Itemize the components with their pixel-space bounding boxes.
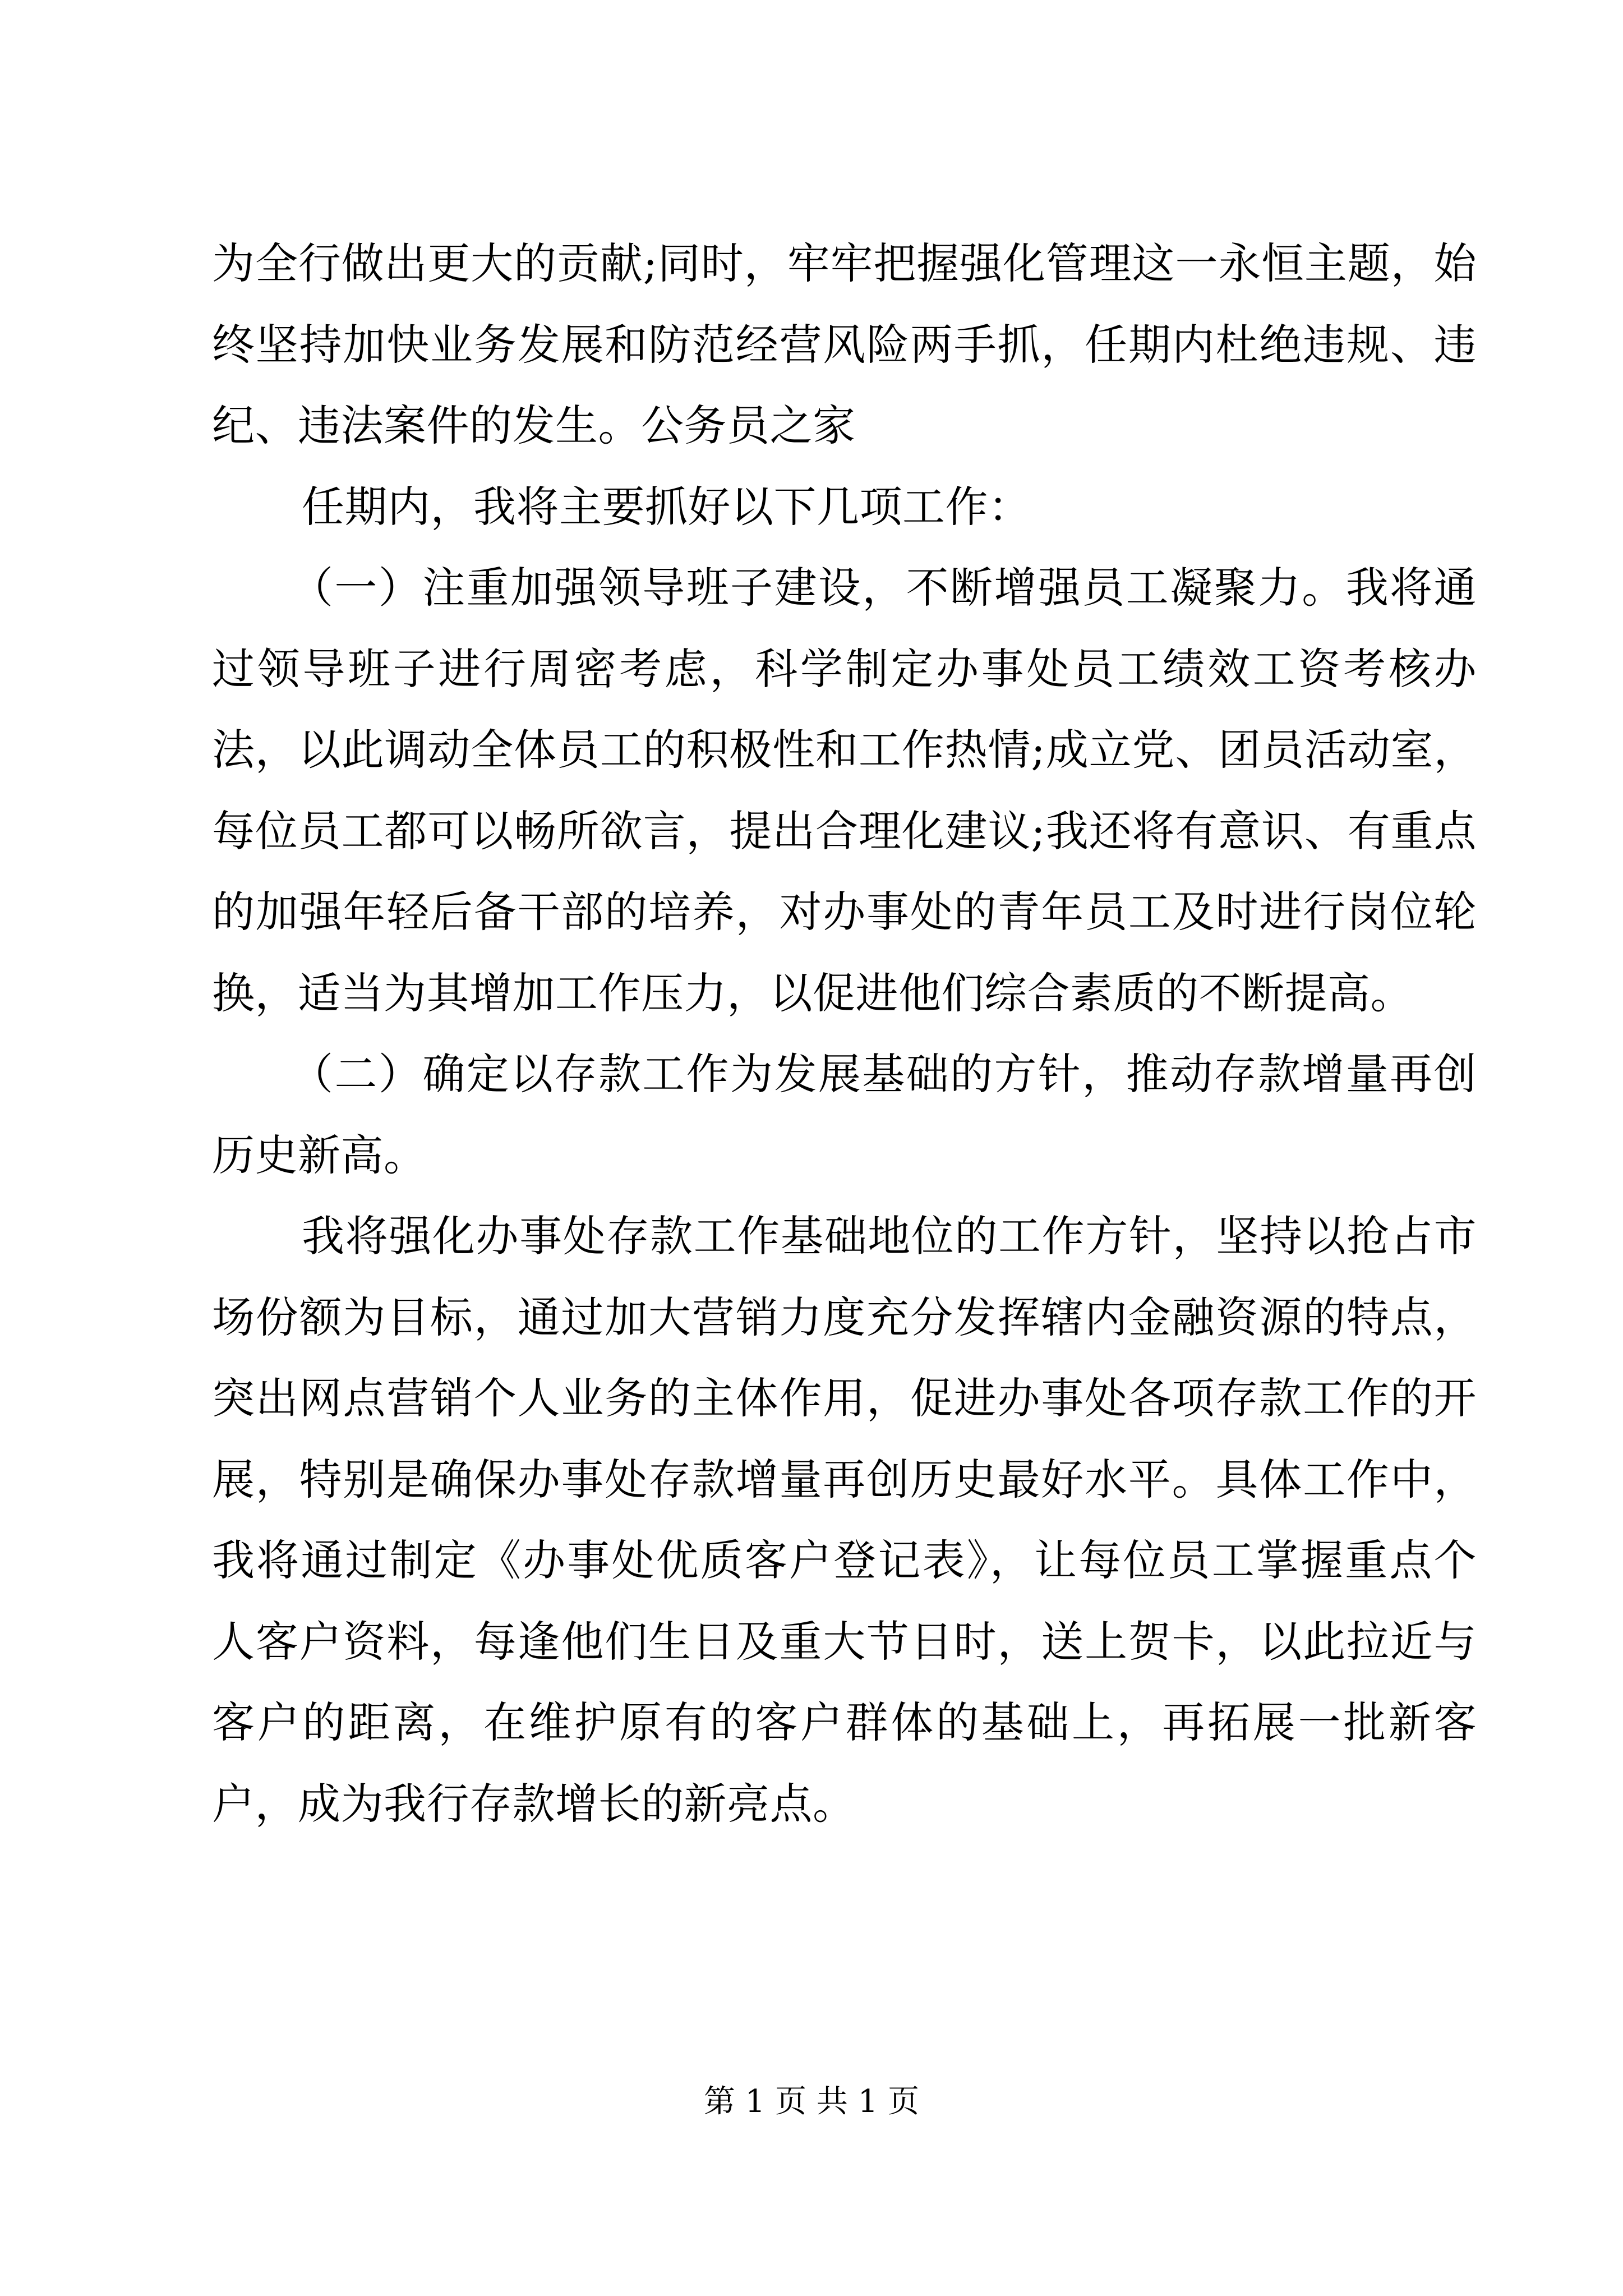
paragraph-intro: 任期内，我将主要抓好以下几项工作： — [302, 481, 1031, 532]
page-number-footer: 第 1 页 共 1 页 — [703, 2083, 920, 2120]
paragraph-item-two: （二）确定以存款工作为发展基础的方针，推动存款增量再创历史新高。 — [212, 1049, 1477, 1180]
paragraph-deposit-plan: 我将强化办事处存款工作基础地位的工作方针，坚持以抢占市场份额为目标，通过加大营销力度充分发挥辖内金融资源的特点，突出网点营销个人业务的主体作用，促进办事处各项存款工作的开展，特别是确保办事处存款增量再创历史最好水平。具体工作中，我将通过制定《办事处优质客户登记表》，让每位员工掌握重点个人客户资料，每逢他们生日及重大节日时，送上贺卡，以此拉近与客户的距离，在维护原有的客户群体的基础上，再拓展一批新客户，成为我行存款增长的新亮点。 — [212, 1211, 1477, 1829]
paragraph-continuation: 为全行做出更大的贡献;同时，牢牢把握强化管理这一永恒主题，始终坚持加快业务发展和防范经营风险两手抓，任期内杜绝违规、违纪、违法案件的发生。公务员之家 — [212, 238, 1477, 450]
document-body — [212, 223, 1477, 1844]
paragraph-item-one: （一）注重加强领导班子建设，不断增强员工凝聚力。我将通过领导班子进行周密考虑，科学制定办事处员工绩效工资考核办法，以此调动全体员工的积极性和工作热情;成立党、团员活动室，每位员工都可以畅所欲言，提出合理化建议;我还将有意识、有重点的加强年轻后备干部的培养，对办事处的青年员工及时进行岗位轮换，适当为其增加工作压力，以促进他们综合素质的不断提高。 — [212, 563, 1477, 1018]
